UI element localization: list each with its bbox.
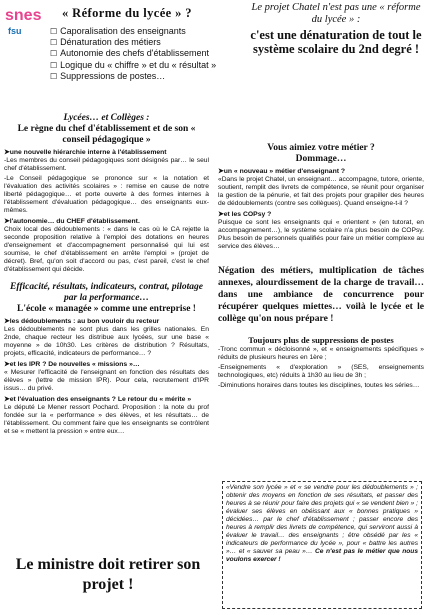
section3-p1: «Dans le projet Chatel, un enseignant… accompagne, tutore, oriente, soutient, remplit des livrets de compétence, se réunit pour organiser la gestion de la pénurie, et fait des projets pour grapiller des heures de dédoublements (contre ses collègues). Quand enseigne-t-il ? (218, 176, 424, 207)
section2-title: Efficacité, résultats, indicateurs, contrat, pilotage par la performance… (10, 282, 203, 303)
section1-p2: -Le Conseil pédagogique se prononce sur « la notation et l'évaluation des activités scolaires » : remise en cause de notre liberté pédagogique… et porte ouverte à des formes internes à l'établissement d'évaluation pédagogique… des enseignants eux-mêmes. (4, 175, 209, 214)
section3-sub2: ➤ et les COPsy ? (218, 211, 424, 219)
closing-statement: Le ministre doit retirer son projet ! (15, 556, 201, 593)
section4-title: Toujours plus de suppressions de postes (248, 335, 394, 345)
section1-subtitle: Le règne du chef d'établissement et de son « conseil pédagogique » (17, 124, 196, 145)
list-item: ☐ Dénaturation des métiers (50, 37, 240, 48)
section1-title: Lycées… et Collèges : (63, 113, 150, 123)
section3-subtitle: Dommage… (295, 154, 347, 164)
right-headline: c'est une dénaturation de tout le système scolaire du 2nd degré ! (250, 28, 422, 56)
logo-bottom-text: fsu (8, 26, 22, 36)
section2-p3: Le député Le Mener ressort Pochard. Proposition : la note du prof fondée sur la « performance » des élèves, et les résultats… de l'établissement. Ou comment faire que les enseignants se contrôlent et se « mettent la pression » entre eux… (4, 404, 209, 435)
section2-sub3: ➤ et l'évaluation des enseignants ? Le retour du « mérite » (4, 396, 209, 404)
section2-p2: « Mesurer l'efficacité de l'enseignant en fonction des résultats des élèves » (lettre de mission IPR). Pour cela, recrutement d'IPR issus… du privé. (4, 369, 209, 392)
section4-p3: -Diminutions horaires dans toutes les disciplines, toutes les séries… (218, 382, 420, 389)
section3-p2: Puisque ce sont les enseignants qui « orientent » (en tutorat, en accompagnement…), le système scolaire n'a plus besoin de COPsy. Plus besoin de personnels qualifiés pour faire un métier complexe au service des élèves… (218, 219, 424, 250)
quote-emphasis: Ce n'est pas le métier que nous voulons exercer ! (226, 548, 418, 563)
section2-sub1: ➤ les dédoublements : au bon vouloir du recteur (4, 318, 209, 326)
logo-top-text: snes (5, 7, 42, 24)
section1-sub1: ➤ une nouvelle hiérarchie interne à l'établissement (4, 149, 209, 157)
snes-fsu-logo (4, 3, 48, 39)
page-title: « Réforme du lycée » ? (62, 6, 192, 20)
quote-box (222, 481, 422, 609)
snes-logo-icon (4, 3, 48, 39)
section4-p2: -Enseignements « d'exploration » (SES, enseignements technologiques, etc) réduits à 1h30 au lieu de 3h ; (218, 364, 424, 379)
section3-statement: Négation des métiers, multiplication de tâches annexes, alourdissement de la charge de travail… dans une ambiance de concurrence pour récupérer quelques miettes… voilà le lycée et le collège qu'on nous prépare ! (218, 265, 424, 324)
section4-p1: -Tronc commun « décloisonné », et « enseignements spécifiques » réduits de plusieurs heures en 1ère ; (218, 346, 424, 361)
section2-sub2: ➤ et les IPR ? De nouvelles « missions »… (4, 361, 209, 369)
list-item: ☐ Logique du « chiffre » et du « résultat » (50, 60, 240, 71)
section3-title: Vous aimiez votre métier ? (267, 143, 375, 153)
right-column (218, 143, 424, 392)
section1-sub2: ➤ l'autonomie… du CHEF d'établissement. (4, 218, 209, 226)
section2-p1: Les dédoublements ne sont plus dans les grilles nationales. En 2nde, chaque recteur les distribue aux lycées, sur une base « moyenne » de 10h30. Les critères de distribution ? Résultats, projets, efficacité, indicateurs de performance… ? (4, 326, 209, 357)
section3-sub1: ➤ un « nouveau » métier d'enseignant ? (218, 168, 424, 176)
section1-p1: -Les membres du conseil pédagogiques sont désignés par… le seul chef d'établissement. (4, 157, 209, 172)
section1-p3: Choix local des dédoublements : « dans le cas où le CA rejette la seconde proposition relative à l'emploi des dotations en heures d'enseignement et d'accompagnement personnalisé qui lui est soumise, le chef d'établissement en arrête l'emploi » (projet de décret). Bref, qu'on soit d'accord ou pas, c'est pareil, c'est le chef d'établissement qui décide. (4, 226, 209, 273)
section2-subtitle: L'école « managée » comme une entreprise ! (17, 304, 196, 314)
list-item: ☐ Autonomie des chefs d'établissement (50, 48, 240, 59)
list-item: ☐ Caporalisation des enseignants (50, 26, 240, 37)
left-checklist (50, 26, 240, 82)
quote-text: «Vendre son lycée » et « se vendre pour les dédoublements » ; obtenir des moyens en fonction de ses résultats, et passer des heures à se réunir pour faire des projets qui « se vendent bien » ; évaluer ses élèves en obéissant aux « bonnes pratiques » décidées… par le chef d'établissement ; passer encore des heures à remplir des livrets de compétence, qui serviront aussi à évaluer le travail… des enseignants ; être obsédé par les « indicateurs de performance du lycée », pour « battre les autres »… et « sauver sa peau »… (226, 484, 418, 555)
left-column (4, 113, 209, 438)
list-item: ☐ Suppressions de postes… (50, 71, 240, 82)
right-intro: Le projet Chatel n'est pas une « réforme du lycée » : (251, 2, 421, 25)
